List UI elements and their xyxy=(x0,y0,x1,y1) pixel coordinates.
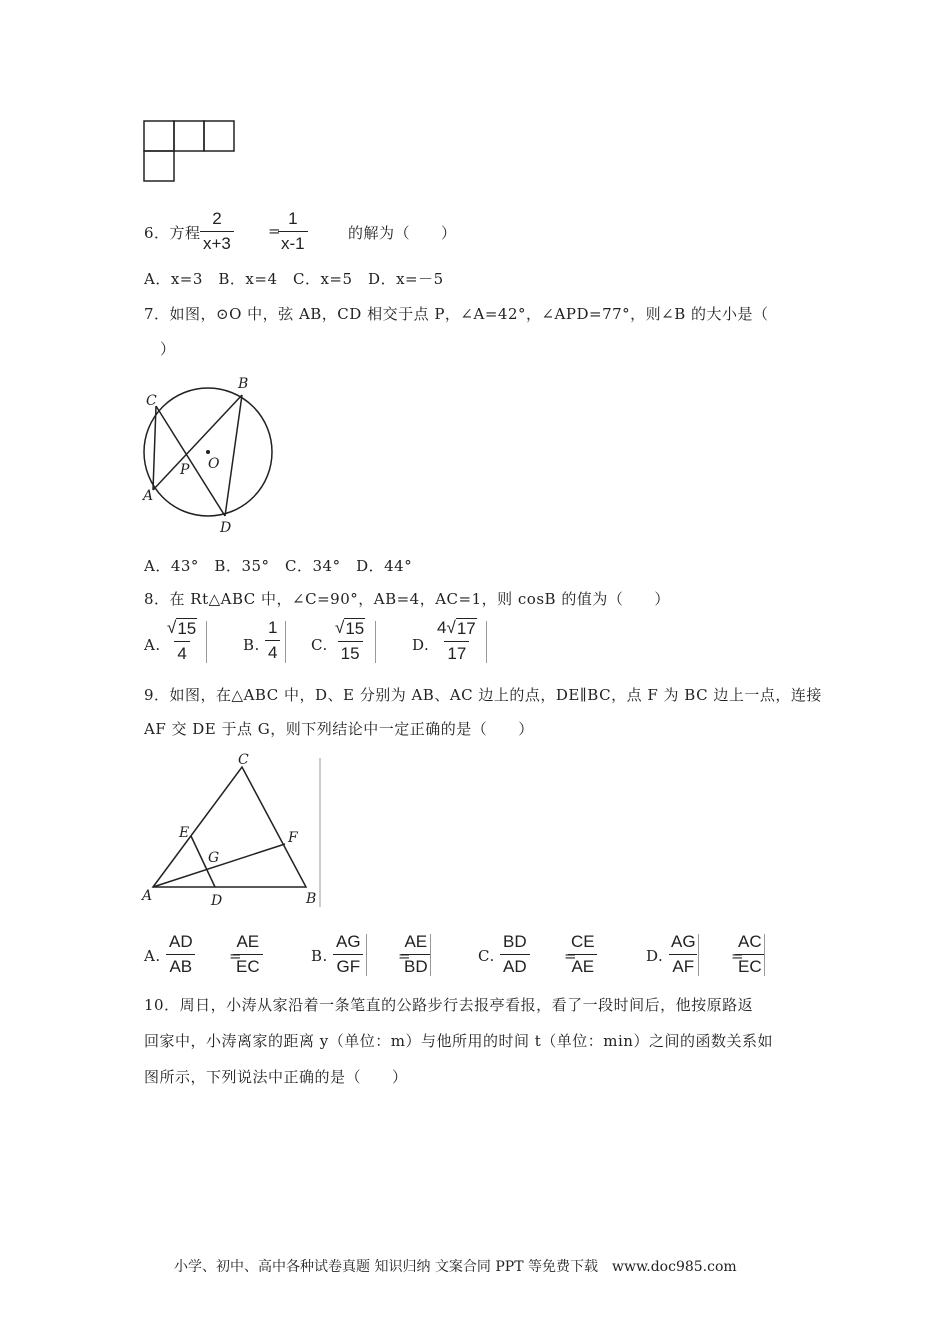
q7-label-a: A xyxy=(143,488,154,504)
q6-suffix: 的解为（ ） xyxy=(348,224,457,242)
q9-opt-c-frac1 xyxy=(500,932,530,976)
q6-prefix: 6．方程 xyxy=(144,224,201,242)
q8-opt-a-radicand: 15 xyxy=(177,619,197,638)
q9-opt-a-eq: = xyxy=(229,947,243,965)
q9-text-line1: 9．如图，在△ABC 中，D、E 分别为 AB、AC 边上的点，DE∥BC，点 F 为 BC 边上一点，连接 xyxy=(144,686,822,704)
q6-equals: = xyxy=(268,222,282,240)
q8-opt-b-den: 4 xyxy=(265,640,280,663)
q9-opt-c-n1: BD xyxy=(503,932,527,951)
q8-opt-d-fraction: 4√ 17 17 xyxy=(437,618,476,663)
q9-opt-b-d1: GF xyxy=(333,954,363,977)
q8-opt-d-coef: 4 xyxy=(437,618,447,637)
q8-opt-c-radicand: 15 xyxy=(345,619,365,638)
q9-opt-b-label: B. xyxy=(311,947,328,965)
q9-opt-b-frac1 xyxy=(333,932,364,976)
q9-label-c: C xyxy=(238,752,249,768)
q8-opt-a-fraction: √ 15 4 xyxy=(167,618,197,663)
q6-fraction-1 xyxy=(200,209,234,253)
q8-opt-c-den: 15 xyxy=(338,641,363,664)
q9-opt-d-n1: AG xyxy=(671,932,696,951)
q9-opt-d-d2: EC xyxy=(735,954,765,977)
q9-opt-a-n1: AD xyxy=(169,932,193,951)
q6-options: A．x=3 B．x=4 C．x=5 D．x=－5 xyxy=(144,270,444,288)
q8-opt-c-fraction: √ 15 15 xyxy=(335,618,365,663)
q9-text-line2: AF 交 DE 于点 G，则下列结论中一定正确的是（ ） xyxy=(144,720,534,738)
q8-opt-b-num: 1 xyxy=(268,618,278,637)
q8-opt-d-den: 17 xyxy=(444,641,469,664)
q7-options: A．43° B．35° C．34° D．44° xyxy=(144,557,413,575)
q8-opt-d-label: D. xyxy=(412,636,430,654)
q7-label-p: P xyxy=(180,462,190,478)
q9-opt-b-eq: = xyxy=(398,947,412,965)
q9-opt-c-n2: CE xyxy=(571,932,595,951)
q6-frac1-num: 2 xyxy=(212,209,222,228)
q8-opt-b-fraction xyxy=(265,618,280,662)
q7-label-d: D xyxy=(220,520,232,536)
triangle-figure xyxy=(138,752,323,912)
q8-opt-d-radicand: 17 xyxy=(456,619,476,638)
q9-opt-c-eq: = xyxy=(564,947,578,965)
q10-text-line3: 图所示，下列说法中正确的是（ ） xyxy=(144,1068,408,1086)
q6-frac1-den: x+3 xyxy=(200,231,234,254)
page-footer: 小学、初中、高中各种试卷真题 知识归纳 文案合同 PPT 等免费下载 www.doc985.com xyxy=(174,1259,737,1275)
q9-opt-a-n2: AE xyxy=(236,932,260,951)
q8-opt-a-label: A. xyxy=(144,636,161,654)
q9-opt-a-d1: AB xyxy=(166,954,195,977)
q9-opt-c-frac2 xyxy=(568,932,598,976)
q9-opt-a-frac1 xyxy=(166,932,196,976)
q7-label-b: B xyxy=(238,376,249,392)
q7-label-c: C xyxy=(146,393,157,409)
q9-opt-d-frac1 xyxy=(668,932,699,976)
q9-opt-d-label: D. xyxy=(646,947,664,965)
q9-opt-c-label: C. xyxy=(478,947,495,965)
q8-opt-c-label: C. xyxy=(311,636,328,654)
q9-label-d: D xyxy=(211,893,223,909)
q9-opt-d-frac2 xyxy=(735,932,765,976)
q9-opt-b-d2: BD xyxy=(401,954,431,977)
q9-label-f: F xyxy=(288,830,298,846)
q10-text-line2: 回家中，小涛离家的距离 y（单位：m）与他所用的时间 t（单位：min）之间的函数关系如 xyxy=(144,1032,773,1050)
q9-opt-b-n2: AE xyxy=(404,932,428,951)
q9-opt-b-frac2 xyxy=(401,932,431,976)
cube-net-figure xyxy=(140,118,240,184)
q7-text-line1: 7．如图，⊙O 中，弦 AB，CD 相交于点 P，∠A=42°，∠APD=77°，则∠B 的大小是（ xyxy=(144,305,769,323)
q8-opt-a-den: 4 xyxy=(174,641,189,664)
q9-opt-a-frac2 xyxy=(233,932,263,976)
q9-opt-d-n2: AC xyxy=(738,932,762,951)
q8-opt-b-label: B. xyxy=(243,636,260,654)
circle-chords-figure xyxy=(138,370,283,538)
q7-label-o: O xyxy=(208,456,220,472)
q9-opt-b-n1: AG xyxy=(336,932,361,951)
q9-opt-a-label: A. xyxy=(144,947,161,965)
q9-opt-c-d1: AD xyxy=(500,954,530,977)
q7-text-line2: ） xyxy=(160,340,176,358)
q6-frac2-den: x-1 xyxy=(278,231,308,254)
q9-label-g: G xyxy=(208,850,220,866)
q9-label-a: A xyxy=(142,888,153,904)
q9-opt-d-eq: = xyxy=(731,947,745,965)
q8-text: 8．在 Rt△ABC 中，∠C=90°，AB=4，AC=1，则 cosB 的值为（ ） xyxy=(144,590,670,608)
q9-opt-c-d2: AE xyxy=(568,954,597,977)
q10-text-line1: 10．周日，小涛从家沿着一条笔直的公路步行去报亭看报，看了一段时间后，他按原路返 xyxy=(144,996,754,1014)
q9-opt-d-d1: AF xyxy=(669,954,697,977)
q9-label-e: E xyxy=(179,825,190,841)
q9-label-b: B xyxy=(306,891,317,907)
q6-fraction-2 xyxy=(278,209,308,253)
q6-frac2-num: 1 xyxy=(288,209,298,228)
q9-opt-a-d2: EC xyxy=(233,954,263,977)
